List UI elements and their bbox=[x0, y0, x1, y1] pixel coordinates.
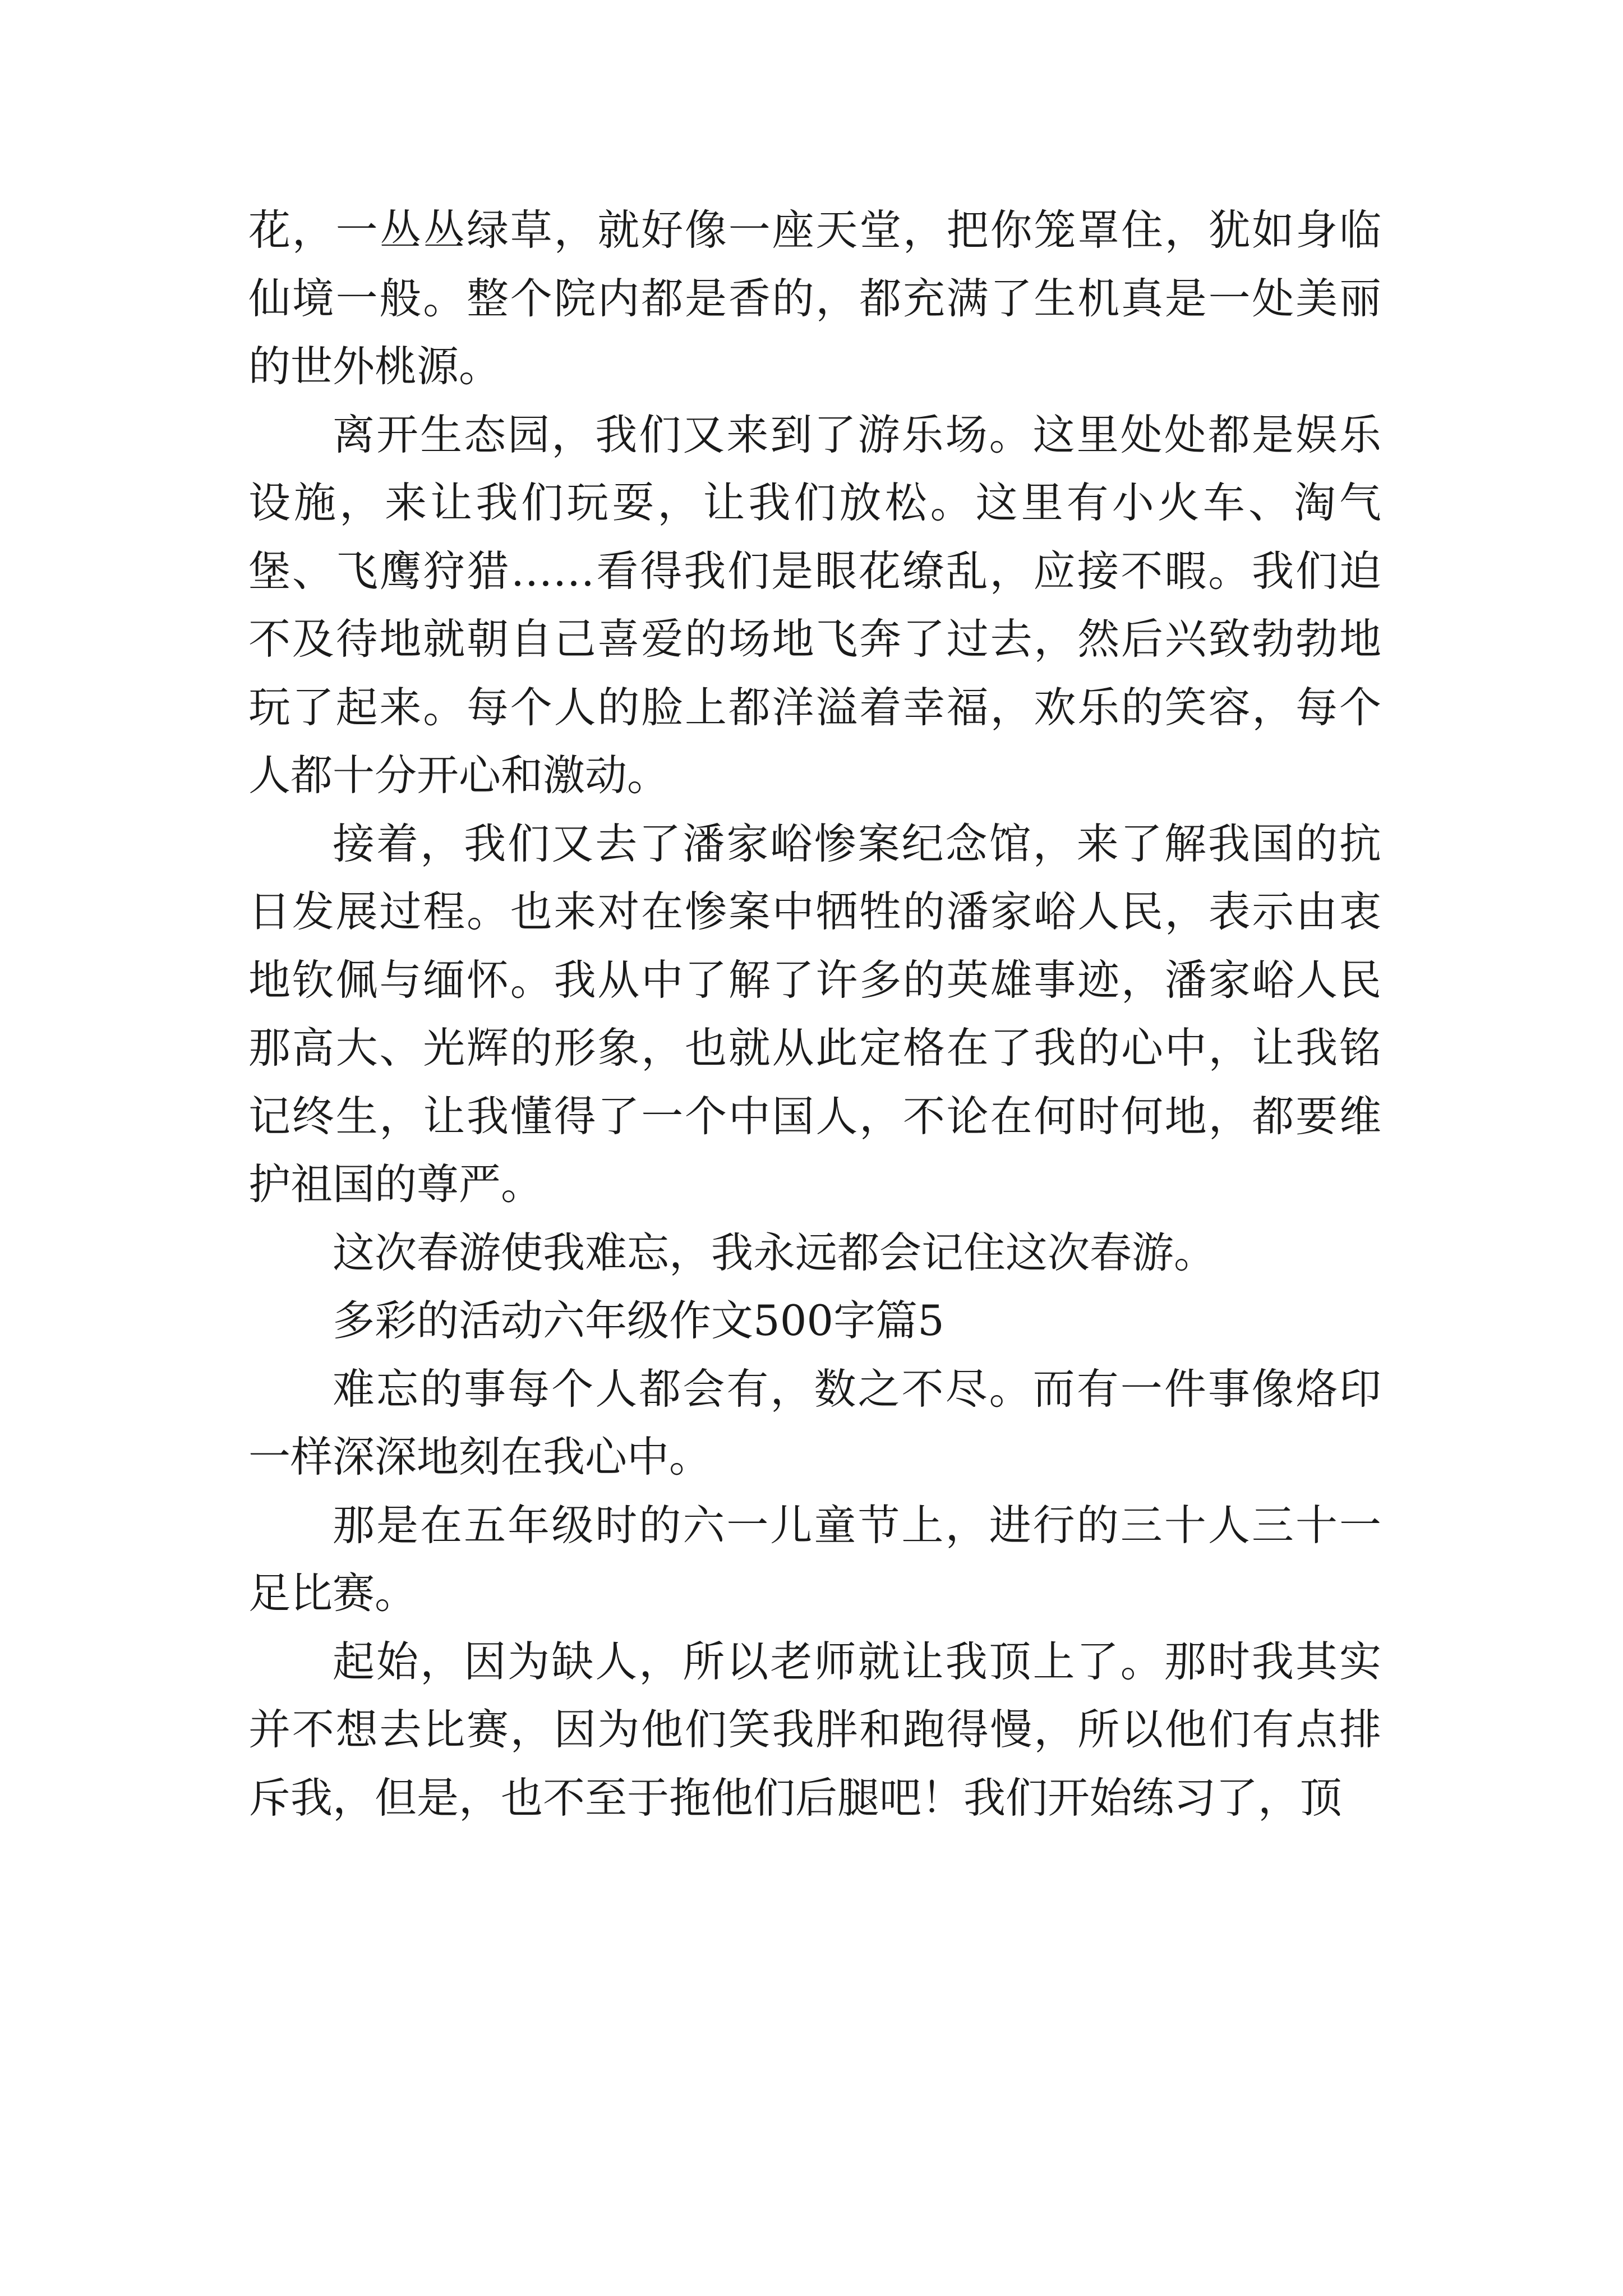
paragraph-memorial-hall: 接着，我们又去了潘家峪惨案纪念馆，来了解我国的抗日发展过程。也来对在惨案中牺牲的潘家峪人民，表示由衷地钦佩与缅怀。我从中了解了许多的英雄事迹，潘家峪人民那高大、光辉的形象，也就从此定格在了我的心中，让我铭记终生，让我懂得了一个中国人，不论在何时何地，都要维护祖国的尊严。 bbox=[248, 818, 1381, 1209]
paragraph-continuation: 花，一丛丛绿草，就好像一座天堂，把你笼罩住，犹如身临仙境一般。整个院内都是香的，都充满了生机真是一处美丽的世外桃源。 bbox=[248, 205, 1381, 391]
paragraph-beginning: 起始，因为缺人，所以老师就让我顶上了。那时我其实并不想去比赛，因为他们笑我胖和跑得慢，所以他们有点排斥我，但是，也不至于拖他们后腿吧！我们开始练习了，顶 bbox=[248, 1636, 1381, 1823]
paragraph-spring-trip-conclusion: 这次春游使我难忘，我永远都会记住这次春游。 bbox=[333, 1227, 1216, 1277]
paragraph-unforgettable-thing: 难忘的事每个人都会有，数之不尽。而有一件事像烙印一样深深地刻在我心中。 bbox=[248, 1364, 1381, 1481]
paragraph-childrens-day: 那是在五年级时的六一儿童节上，进行的三十人三十一足比赛。 bbox=[248, 1500, 1381, 1618]
paragraph-amusement-park: 离开生态园，我们又来到了游乐场。这里处处都是娱乐设施，来让我们玩耍，让我们放松。这里有小火车、淘气堡、飞鹰狩猎……看得我们是眼花缭乱，应接不暇。我们迫不及待地就朝自己喜爱的场地飞奔了过去，然后兴致勃勃地玩了起来。每个人的脸上都洋溢着幸福，欢乐的笑容，每个人都十分开心和激动。 bbox=[248, 409, 1381, 800]
document-body bbox=[248, 196, 1381, 1832]
essay-heading: 多彩的活动六年级作文500字篇5 bbox=[333, 1296, 944, 1345]
